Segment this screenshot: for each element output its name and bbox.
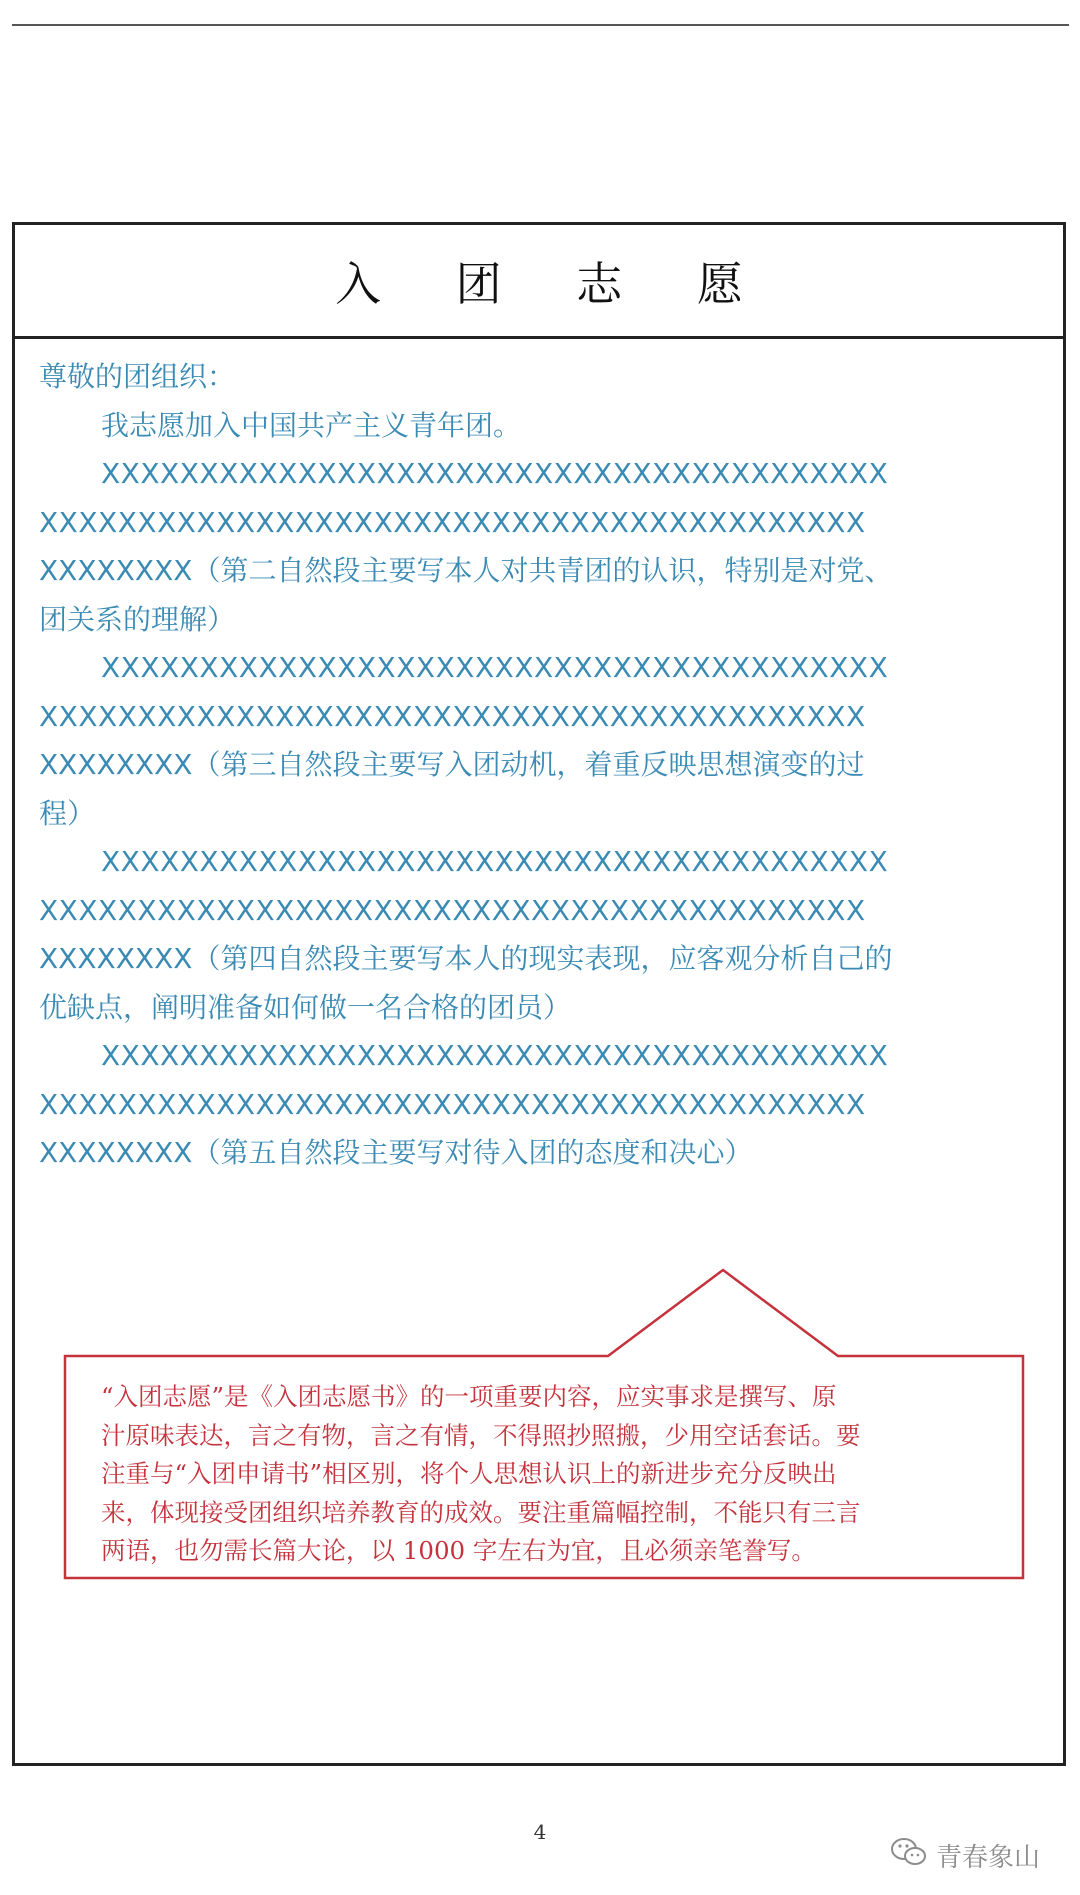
- paragraph-4-line-3: XXXXXXXX（第四自然段主要写本人的现实表现，应客观分析自己的: [39, 942, 893, 975]
- paragraph-3-line-4: 程）: [39, 796, 96, 830]
- paragraph-3-line-3: XXXXXXXX（第三自然段主要写入团动机，着重反映思想演变的过: [39, 748, 865, 781]
- paragraph-4-line-1: XXXXXXXXXXXXXXXXXXXXXXXXXXXXXXXXXXXXXXXX: [101, 845, 889, 878]
- paragraph-4-line-2: XXXXXXXXXXXXXXXXXXXXXXXXXXXXXXXXXXXXXXXXXX: [39, 893, 866, 927]
- paragraph-5-line-1: XXXXXXXXXXXXXXXXXXXXXXXXXXXXXXXXXXXXXXXX: [101, 1039, 889, 1072]
- watermark: [890, 1836, 1040, 1875]
- paragraph-2-line-4: 团关系的理解）: [39, 602, 236, 636]
- paragraph-3-line-2: XXXXXXXXXXXXXXXXXXXXXXXXXXXXXXXXXXXXXXXXXX: [39, 699, 866, 733]
- wechat-icon: [890, 1836, 928, 1875]
- title-bar: [15, 225, 1063, 339]
- form-frame: [12, 222, 1066, 1766]
- top-rule: [12, 24, 1069, 26]
- paragraph-5-line-2: XXXXXXXXXXXXXXXXXXXXXXXXXXXXXXXXXXXXXXXXXX: [39, 1087, 866, 1121]
- guidance-note: [101, 1378, 1051, 1571]
- paragraph-5-line-3: XXXXXXXX（第五自然段主要写对待入团的态度和决心）: [39, 1136, 753, 1169]
- paragraph-2-line-2: XXXXXXXXXXXXXXXXXXXXXXXXXXXXXXXXXXXXXXXXXX: [39, 505, 866, 539]
- paragraph-2-line-1: XXXXXXXXXXXXXXXXXXXXXXXXXXXXXXXXXXXXXXXX: [101, 457, 889, 490]
- note-line: 汁原味表达，言之有物，言之有情，不得照抄照搬，少用空话套话。要: [101, 1420, 861, 1450]
- note-line: 两语，也勿需长篇大论，以 1000 字左右为宜，且必须亲笔誊写。: [101, 1536, 816, 1565]
- note-line: “入团志愿”是《入团志愿书》的一项重要内容，应实事求是撰写、原: [101, 1382, 837, 1411]
- note-line: 注重与“入团申请书”相区别，将个人思想认识上的新进步充分反映出: [101, 1459, 837, 1488]
- page-title: 入 团 志 愿: [335, 256, 773, 311]
- watermark-text: 青春象山: [935, 1843, 1040, 1873]
- greeting: 尊敬的团组织：: [39, 360, 236, 393]
- page-number: 4: [533, 1820, 547, 1844]
- opening-line: 我志愿加入中国共产主义青年团。: [101, 408, 522, 442]
- paragraph-4-line-4: 优缺点，阐明准备如何做一名合格的团员）: [39, 990, 572, 1024]
- paragraph-2-line-3: XXXXXXXX（第二自然段主要写本人对共青团的认识，特别是对党、: [39, 554, 893, 587]
- paragraph-3-line-1: XXXXXXXXXXXXXXXXXXXXXXXXXXXXXXXXXXXXXXXX: [101, 651, 889, 684]
- note-line: 来，体现接受团组织培养教育的成效。要注重篇幅控制，不能只有三言: [101, 1497, 861, 1527]
- application-body: [39, 353, 1049, 1178]
